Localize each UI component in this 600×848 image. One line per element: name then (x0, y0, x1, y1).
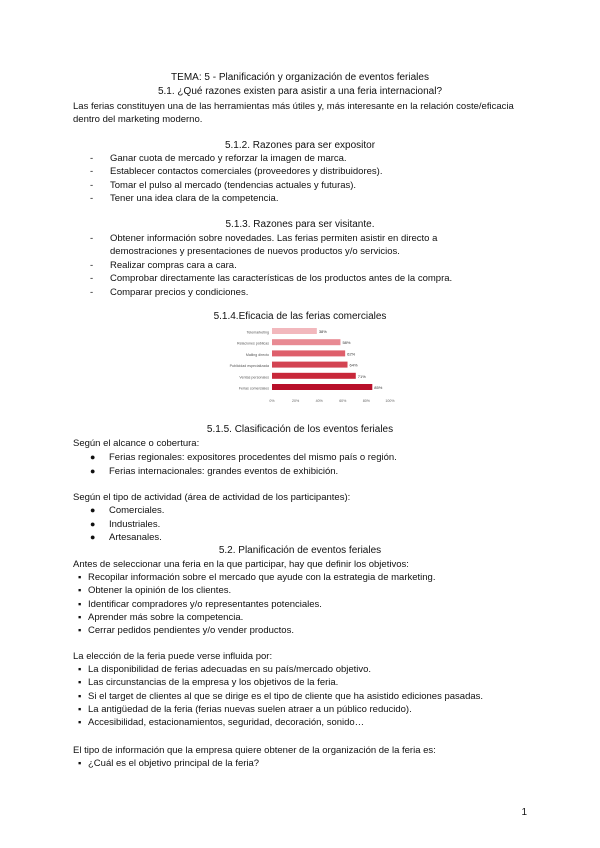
square-marker: ▪ (78, 664, 82, 675)
bullet-marker: ● (90, 465, 96, 476)
bar (272, 373, 356, 379)
square-marker: ▪ (78, 585, 82, 597)
tick-label: 20% (291, 399, 300, 404)
square-marker: ▪ (78, 758, 82, 769)
bar (272, 339, 340, 345)
list-item: ▪ Recopilar información sobre el mercado que ayude con la estrategia de marketing. (78, 572, 436, 583)
tick-label: 40% (315, 399, 323, 404)
section-5-1-text: Las ferias constituyen una de las herramientas más útiles y, más interesante en la relación coste/eficacia dentro del marketing moderno. (73, 101, 514, 125)
section-5-1-3-title: 5.1.3. Razones para ser visitante. (225, 219, 375, 230)
visitante-reasons-list (73, 232, 493, 299)
tipo-label: Según el tipo de actividad (área de actividad de los participantes): (73, 492, 351, 503)
bullet-marker: ● (90, 532, 96, 542)
category-label: Telemarketing (246, 330, 269, 335)
list-item: ● Industriales. (90, 518, 161, 530)
list-item: ▪ Accesibilidad, estacionamientos, seguridad, decoración, sonido… (78, 717, 365, 729)
data-label: 38% (318, 329, 327, 334)
dash-marker: - (90, 286, 94, 298)
list-item: ● Ferias regionales: expositores procedentes del mismo país o región. (90, 452, 397, 463)
tick-label: 100% (385, 399, 395, 404)
list-item: ● Comerciales. (90, 505, 165, 516)
list-item: ● Ferias internacionales: grandes eventos de exhibición. (90, 465, 339, 477)
alcance-list (73, 451, 543, 478)
list-item: ● Artesanales. (90, 532, 162, 543)
square-marker: ▪ (78, 717, 82, 729)
list-item: - Tener una idea clara de la competencia. (90, 193, 279, 205)
efficacy-chart (200, 322, 400, 412)
tipo-list (73, 504, 543, 545)
square-marker: ▪ (78, 572, 82, 583)
data-label: 58% (342, 340, 351, 346)
dash-marker: - (90, 179, 94, 191)
list-item: ▪ La disponibilidad de ferias adecuadas en su país/mercado objetivo. (78, 664, 372, 675)
list-item: - Establecer contactos comerciales (proveedores y distribuidores). (90, 166, 383, 178)
expositor-reasons-list (73, 152, 543, 206)
alcance-label: Según el alcance o cobertura: (73, 438, 200, 449)
dash-marker: - (90, 273, 94, 285)
bullet-marker: ● (90, 452, 96, 462)
category-label: Mailing directo (245, 352, 269, 357)
section-5-1-4-title: 5.1.4.Eficacia de las ferias comerciales (213, 311, 387, 322)
square-marker: ▪ (78, 677, 82, 689)
data-label: 62% (347, 351, 356, 357)
section-5-2-title: 5.2. Planificación de eventos feriales (218, 545, 382, 556)
category-label: Ventas personales (239, 375, 269, 380)
square-marker: ▪ (78, 625, 82, 637)
tick-label: 0% (269, 399, 275, 404)
square-marker: ▪ (78, 611, 82, 623)
list-item: ▪ Las circunstancias de la empresa y los objetivos de la feria. (78, 677, 339, 689)
list-item: - Comprobar directamente las características de los productos antes de la compra. (90, 273, 453, 285)
list-item: ▪ Cerrar pedidos pendientes y/o vender productos. (78, 625, 294, 637)
square-marker: ▪ (78, 703, 82, 715)
list-item: ▪ Obtener la opinión de los clientes. (78, 585, 232, 597)
list-item: - Obtener información sobre novedades. Las ferias permiten asistir en directo a demostraciones y presentaciones de nuevos productos y/o servicios. (90, 233, 438, 258)
tick-label: 80% (362, 399, 371, 404)
list-item: ▪ La antigüedad de la feria (ferias nuevas suelen atraer a un público reducido). (78, 703, 412, 715)
bullet-marker: ● (90, 518, 96, 529)
list-item: ▪ Identificar compradores y/o representantes potenciales. (78, 598, 322, 610)
list-item: - Ganar cuota de mercado y reforzar la imagen de marca. (90, 153, 347, 164)
list-item: - Realizar compras cara a cara. (90, 259, 237, 271)
list-item: - Comparar precios y condiciones. (90, 286, 249, 298)
topic-title: TEMA: 5 - Planificación y organización de eventos feriales (171, 72, 429, 83)
dash-marker: - (90, 259, 94, 271)
objetivos-list (73, 571, 543, 637)
list-item: ▪ Aprender más sobre la competencia. (78, 611, 244, 623)
square-marker: ▪ (78, 690, 82, 702)
category-label: Relaciones públicas (237, 341, 269, 346)
page-number: 1 (521, 807, 527, 818)
dash-marker: - (90, 233, 94, 244)
section-5-2-intro: Antes de seleccionar una feria en la que participar, hay que definir los objetivos: (73, 559, 409, 570)
category-label: Publicidad especializada (229, 364, 269, 369)
info-list (73, 757, 543, 770)
square-marker: ▪ (78, 598, 82, 610)
section-5-1-title: 5.1. ¿Qué razones existen para asistir a una feria internacional? (157, 86, 443, 97)
data-label: 71% (357, 373, 366, 379)
category-label: Ferias comerciales (238, 386, 269, 391)
bar (272, 350, 345, 356)
dash-marker: - (90, 166, 94, 178)
eleccion-list (73, 663, 543, 729)
data-label: 64% (349, 362, 358, 368)
bar (272, 362, 348, 368)
dash-marker: - (90, 193, 94, 205)
efficacy-bar-chart (200, 322, 400, 412)
tick-label: 60% (339, 399, 347, 404)
list-item: ▪ Si el target de clientes al que se dirige es el tipo de cliente que ha asistido ediciones pasadas. (78, 690, 484, 702)
bar (272, 328, 317, 334)
section-5-1-5-title: 5.1.5. Clasificación de los eventos feriales (206, 424, 394, 435)
section-5-1-2-title: 5.1.2. Razones para ser expositor (224, 140, 376, 151)
data-label: 85% (374, 385, 383, 390)
info-label: El tipo de información que la empresa quiere obtener de la organización de la feria es: (73, 745, 436, 756)
list-item: - Tomar el pulso al mercado (tendencias actuales y futuras). (90, 179, 357, 191)
eleccion-label: La elección de la feria puede verse influida por: (73, 651, 273, 662)
dash-marker: - (90, 153, 94, 164)
list-item: ▪ ¿Cuál es el objetivo principal de la feria? (78, 758, 260, 769)
bar (272, 384, 372, 390)
bullet-marker: ● (90, 505, 96, 515)
